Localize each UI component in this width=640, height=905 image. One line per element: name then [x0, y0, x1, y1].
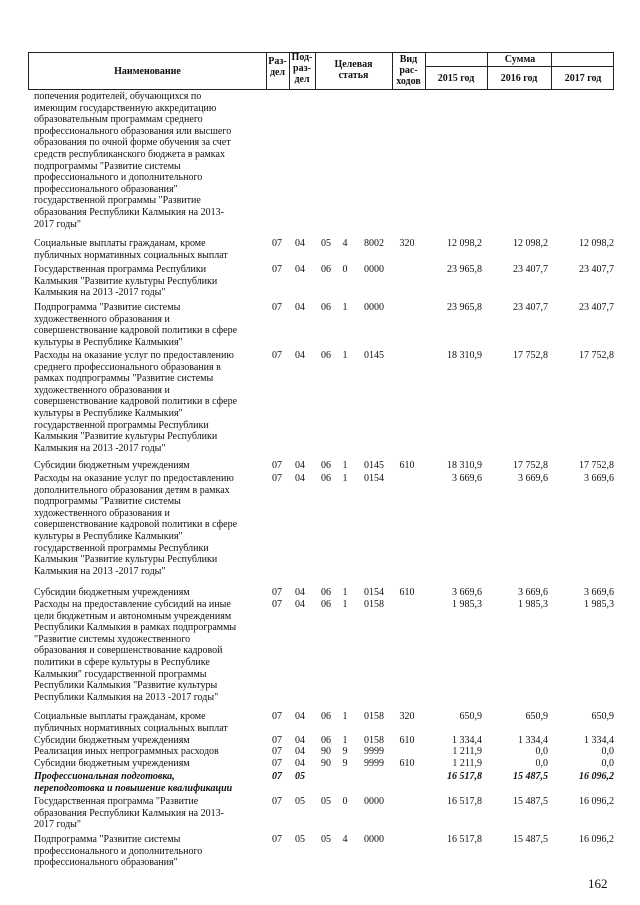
row-name: Расходы на предоставление субсидий на иные цели бюджетным и автономным учреждениям Республики Калмыкия в рамках подпрограммы "Развитие системы художественного образования и совершенствование кадровой политики в сфере культуры в Республике Калмыкия" государственной программы Республики Калмыкия "Развитие культуры Республики Калмыкия на 2013 -2017 годы"	[34, 599, 237, 703]
cell-a1: 05	[321, 796, 331, 807]
cell-s15: 3 669,6	[452, 473, 482, 484]
row-name: Подпрограмма "Развитие системы профессионального и дополнительного профессионального образования"	[34, 834, 203, 869]
cell-a2: 1	[342, 473, 348, 484]
cell-a3: 0154	[364, 587, 384, 598]
cell-pr: 04	[295, 264, 305, 275]
cell-a3: 0158	[364, 735, 384, 746]
cell-a3: 0154	[364, 473, 384, 484]
cell-a1: 06	[321, 711, 331, 722]
cell-a3: 0000	[364, 834, 384, 845]
cell-a3: 0000	[364, 796, 384, 807]
cell-s15: 3 669,6	[452, 587, 482, 598]
cell-a2: 1	[342, 460, 348, 471]
cell-a3: 0158	[364, 711, 384, 722]
cell-pr: 04	[295, 758, 305, 769]
cell-a3: 0145	[364, 350, 384, 361]
row-name: Субсидии бюджетным учреждениям	[34, 735, 190, 746]
cell-rz: 07	[272, 746, 282, 757]
cell-rz: 07	[272, 460, 282, 471]
row-name: Государственная программа Республики Калмыкия "Развитие культуры Республики Калмыкия на 2013 -2017 годы"	[34, 264, 218, 299]
cell-s17: 23 407,7	[579, 264, 614, 275]
row-name: Профессиональная подготовка, переподготовка и повышение квалификации	[34, 771, 233, 794]
cell-a1: 06	[321, 599, 331, 610]
cell-a2: 9	[342, 758, 348, 769]
header-2015: 2015 год	[437, 73, 475, 84]
cell-s17: 17 752,8	[579, 350, 614, 361]
cell-a3: 8002	[364, 238, 384, 249]
cell-a3: 0000	[364, 302, 384, 313]
cell-a2: 1	[342, 735, 348, 746]
cell-s16: 12 098,2	[513, 238, 548, 249]
cell-a3: 0145	[364, 460, 384, 471]
cell-pr: 04	[295, 735, 305, 746]
cell-a2: 4	[342, 834, 348, 845]
cell-rz: 07	[272, 264, 282, 275]
header-vid: Вид рас- ходов	[396, 54, 421, 87]
cell-pr: 05	[295, 796, 305, 807]
cell-s17: 650,9	[591, 711, 614, 722]
cell-rz: 07	[272, 796, 282, 807]
row-name: Государственная программа "Развитие образования Республики Калмыкия на 2013- 2017 годы"	[34, 796, 224, 831]
header-summa: Сумма	[504, 54, 536, 65]
cell-s16: 3 669,6	[518, 473, 548, 484]
cell-s16: 17 752,8	[513, 350, 548, 361]
row-name: Социальные выплаты гражданам, кроме публичных нормативных социальных выплат	[34, 238, 228, 261]
cell-s17: 16 096,2	[579, 834, 614, 845]
header-podrazdel: Под- раз- дел	[291, 52, 313, 85]
cell-a2: 1	[342, 599, 348, 610]
cell-s16: 3 669,6	[518, 587, 548, 598]
cell-s16: 0,0	[535, 746, 548, 757]
cell-rz: 07	[272, 587, 282, 598]
cell-s17: 23 407,7	[579, 302, 614, 313]
cell-a1: 06	[321, 735, 331, 746]
header-razdel: Раз- дел	[268, 56, 287, 78]
cell-s16: 23 407,7	[513, 264, 548, 275]
cell-a2: 4	[342, 238, 348, 249]
cell-a3: 9999	[364, 746, 384, 757]
cell-s15: 1 334,4	[452, 735, 482, 746]
page-number: 162	[588, 876, 608, 891]
cell-pr: 04	[295, 238, 305, 249]
cell-s15: 23 965,8	[447, 302, 482, 313]
cell-pr: 04	[295, 711, 305, 722]
cell-rz: 07	[272, 599, 282, 610]
cell-a1: 06	[321, 302, 331, 313]
cell-s17: 16 096,2	[579, 771, 614, 782]
row-name: попечения родителей, обучающихся по имеющим государственную аккредитацию образовательным программам среднего профессионального образования или высшего образования по очной форме обучения за счет средств республиканского бюджета в рамках подпрограммы "Развитие системы профессионального и дополнительного профессионального образования" государственной программы "Развитие образования Республики Калмыкия на 2013- 2017 годы"	[34, 91, 232, 230]
cell-s17: 12 098,2	[579, 238, 614, 249]
cell-s16: 23 407,7	[513, 302, 548, 313]
cell-a3: 9999	[364, 758, 384, 769]
cell-pr: 04	[295, 599, 305, 610]
cell-a1: 06	[321, 350, 331, 361]
cell-a1: 05	[321, 834, 331, 845]
cell-rz: 07	[272, 473, 282, 484]
cell-pr: 04	[295, 350, 305, 361]
cell-pr: 04	[295, 587, 305, 598]
cell-rz: 07	[272, 238, 282, 249]
cell-s16: 650,9	[525, 711, 548, 722]
cell-vid: 610	[399, 587, 415, 598]
row-name: Субсидии бюджетным учреждениям	[34, 460, 190, 471]
cell-vid: 320	[399, 238, 415, 249]
cell-s17: 1 334,4	[584, 735, 614, 746]
row-name: Социальные выплаты гражданам, кроме публичных нормативных социальных выплат	[34, 711, 228, 734]
cell-a2: 9	[342, 746, 348, 757]
cell-s15: 650,9	[459, 711, 482, 722]
cell-s15: 16 517,8	[447, 796, 482, 807]
cell-rz: 07	[272, 711, 282, 722]
cell-rz: 07	[272, 735, 282, 746]
cell-a1: 06	[321, 473, 331, 484]
cell-rz: 07	[272, 350, 282, 361]
cell-a1: 06	[321, 264, 331, 275]
cell-s15: 12 098,2	[447, 238, 482, 249]
header-name: Наименование	[114, 66, 181, 77]
cell-a1: 90	[321, 758, 331, 769]
row-name: Субсидии бюджетным учреждениям	[34, 587, 190, 598]
cell-a2: 1	[342, 302, 348, 313]
cell-a1: 90	[321, 746, 331, 757]
cell-s15: 18 310,9	[447, 350, 482, 361]
cell-s15: 18 310,9	[447, 460, 482, 471]
cell-a1: 06	[321, 460, 331, 471]
cell-a2: 0	[342, 264, 348, 275]
cell-pr: 05	[295, 771, 305, 782]
cell-s16: 15 487,5	[513, 771, 548, 782]
cell-vid: 610	[399, 735, 415, 746]
header-2016: 2016 год	[500, 73, 538, 84]
cell-s17: 1 985,3	[584, 599, 614, 610]
cell-s16: 15 487,5	[513, 796, 548, 807]
cell-vid: 610	[399, 758, 415, 769]
cell-pr: 04	[295, 302, 305, 313]
header-2017: 2017 год	[564, 73, 602, 84]
cell-s16: 0,0	[535, 758, 548, 769]
cell-s17: 16 096,2	[579, 796, 614, 807]
cell-a2: 1	[342, 587, 348, 598]
cell-s15: 1 211,9	[452, 746, 482, 757]
cell-a3: 0158	[364, 599, 384, 610]
cell-s15: 16 517,8	[447, 834, 482, 845]
cell-s16: 15 487,5	[513, 834, 548, 845]
cell-pr: 04	[295, 473, 305, 484]
cell-rz: 07	[272, 771, 282, 782]
cell-s17: 0,0	[601, 746, 614, 757]
cell-s15: 1 985,3	[452, 599, 482, 610]
cell-a2: 1	[342, 350, 348, 361]
cell-rz: 07	[272, 758, 282, 769]
row-name: Реализация иных непрограммных расходов	[34, 746, 219, 757]
cell-s17: 0,0	[601, 758, 614, 769]
cell-s17: 17 752,8	[579, 460, 614, 471]
cell-pr: 04	[295, 746, 305, 757]
cell-vid: 610	[399, 460, 415, 471]
row-name: Расходы на оказание услуг по предоставлению дополнительного образования детям в рамках подпрограммы "Развитие системы художественного образования и совершенствование кадровой политики в сфере культуры в Республике Калмыкия" государственной программы Республики Калмыкия "Развитие культуры Республики Калмыкия на 2013 -2017 годы"	[34, 473, 238, 577]
header-divider	[425, 66, 613, 67]
cell-a2: 0	[342, 796, 348, 807]
row-name: Расходы на оказание услуг по предоставлению среднего профессионального образования в рамках подпрограммы "Развитие системы художественного образования и совершенствование кадровой политики в сфере культуры в Республике Калмыкия" государственной программы Республики Калмыкия "Развитие культуры Республики Калмыкия на 2013 -2017 годы"	[34, 350, 238, 454]
cell-s15: 16 517,8	[447, 771, 482, 782]
cell-s16: 1 985,3	[518, 599, 548, 610]
header-article: Целевая статья	[334, 59, 373, 81]
cell-a1: 06	[321, 587, 331, 598]
cell-s17: 3 669,6	[584, 473, 614, 484]
cell-a3: 0000	[364, 264, 384, 275]
cell-a2: 1	[342, 711, 348, 722]
row-name: Подпрограмма "Развитие системы художественного образования и совершенствование кадровой политики в сфере культуры в Республике Калмыкия"	[34, 302, 238, 348]
cell-s15: 1 211,9	[452, 758, 482, 769]
cell-rz: 07	[272, 834, 282, 845]
cell-vid: 320	[399, 711, 415, 722]
row-name: Субсидии бюджетным учреждениям	[34, 758, 190, 769]
cell-a1: 05	[321, 238, 331, 249]
cell-pr: 04	[295, 460, 305, 471]
cell-s16: 17 752,8	[513, 460, 548, 471]
cell-pr: 05	[295, 834, 305, 845]
cell-s16: 1 334,4	[518, 735, 548, 746]
cell-s17: 3 669,6	[584, 587, 614, 598]
table-header	[28, 52, 614, 90]
cell-rz: 07	[272, 302, 282, 313]
cell-s15: 23 965,8	[447, 264, 482, 275]
